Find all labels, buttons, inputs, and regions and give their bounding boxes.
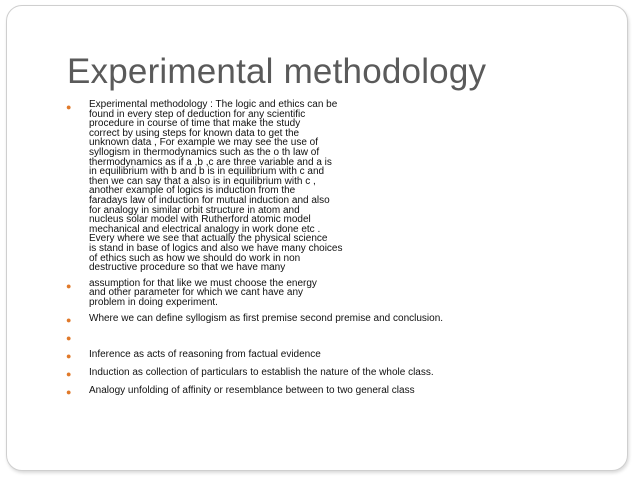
- bullet-list: [64, 100, 624, 400]
- bullet-text: [89, 331, 624, 343]
- bullet-line: found in every step of deduction for any scientific: [89, 108, 306, 120]
- bullet-text: Induction as collection of particulars to establish the nature of the whole class.: [89, 367, 434, 379]
- bullet-marker-icon: ●: [66, 351, 72, 362]
- bullet-line: Every where we see that actually the physical science: [89, 233, 328, 245]
- bullet-line: is stand in base of logics and also we have many choices: [89, 242, 343, 254]
- bullet-line: another example of logics is induction from the: [89, 185, 296, 197]
- bullet-line: unknown data , For example we may see the use of: [89, 137, 319, 149]
- bullet-item-1: [64, 100, 624, 273]
- bullet-marker-icon: ●: [66, 102, 72, 112]
- bullet-item-6: [64, 367, 624, 379]
- bullet-line: destructive procedure so that we have many: [89, 262, 286, 274]
- bullet-line: problem in doing experiment.: [89, 296, 218, 308]
- bullet-item-2: [64, 279, 624, 308]
- bullet-line: then we can say that a also is in equilibrium with c ,: [89, 175, 316, 187]
- bullet-line: for analogy in similar orbit structure in atom and: [89, 204, 300, 216]
- bullet-line: thermodynamics as if a ,b ,c are three variable and a is: [89, 156, 332, 168]
- bullet-line: in equilibrium with b and b is in equilibrium with c and: [89, 166, 325, 178]
- bullet-line: faradays law of induction for mutual induction and also: [89, 194, 330, 206]
- bullet-text: Analogy unfolding of affinity or resemblance between to two general class: [89, 385, 415, 397]
- bullet-line: nucleus solar model with Rutherford atomic model: [89, 214, 311, 226]
- bullet-line: Experimental methodology : The logic and ethics can be: [89, 99, 338, 110]
- slide-title: Experimental methodology: [67, 52, 487, 91]
- bullet-marker-icon: ●: [66, 369, 72, 380]
- bullet-item-3: [64, 313, 624, 325]
- bullet-line: correct by using steps for known data to get the: [89, 127, 300, 139]
- bullet-line: procedure in course of time that make the study: [89, 118, 301, 130]
- bullet-text: Inference as acts of reasoning from factual evidence: [89, 349, 321, 361]
- bullet-marker-icon: ●: [66, 315, 72, 326]
- bullet-line: assumption for that like we must choose the energy: [89, 277, 317, 289]
- bullet-line: syllogism in thermodynamics such as the o th law of: [89, 146, 320, 158]
- bullet-item-7: [64, 385, 624, 397]
- bullet-text: Where we can define syllogism as first premise second premise and conclusion.: [89, 313, 444, 325]
- bullet-marker-icon: ●: [66, 387, 72, 398]
- bullet-item-5: [64, 349, 624, 361]
- bullet-line: mechanical and electrical analogy in work done etc .: [89, 223, 321, 235]
- bullet-item-4: [64, 331, 624, 343]
- bullet-marker-icon: ●: [66, 280, 72, 291]
- bullet-line: and other parameter for which we cant have any: [89, 287, 304, 299]
- bullet-marker-icon: ●: [66, 333, 72, 344]
- bullet-line: of ethics such as how we should do work in non: [89, 252, 301, 264]
